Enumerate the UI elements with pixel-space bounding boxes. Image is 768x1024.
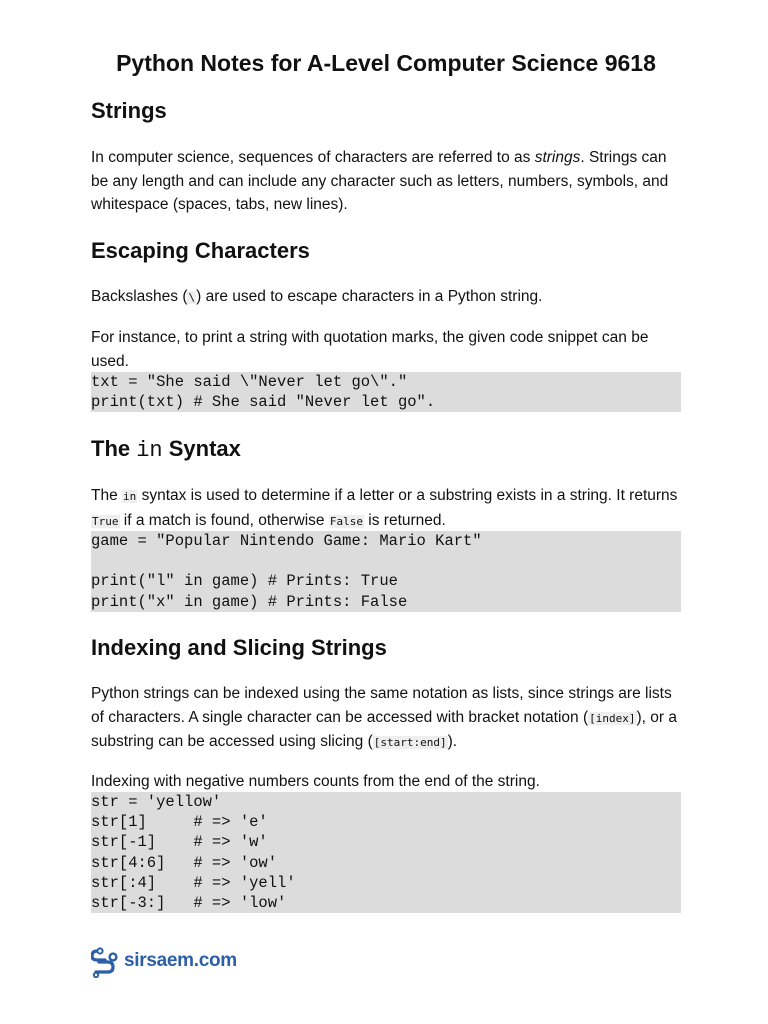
in-syntax-paragraph [91,484,681,533]
page-title: Python Notes for A-Level Computer Science 9618 [116,50,656,76]
escaping-text-a: Backslashes ( [91,288,188,305]
indexing-text-a: Python strings can be indexed using the same notation as lists, since strings are lists of characters. A single character can be accessed with bracket notation ( [91,685,672,726]
indexing-text-c: ). [447,733,458,750]
strings-text-b: . Strings can be any length and can include any character such as letters, numbers, symbols, and whitespace (spaces, tabs, new lines). [91,149,669,213]
in-heading-text-b: Syntax [162,436,241,461]
heading-in-syntax [91,434,241,466]
heading-strings: Strings [91,98,167,123]
backslash-code: \ [188,291,196,304]
index-code: [index] [589,711,636,725]
in-code: in [123,490,137,503]
indexing-paragraph-2: Indexing with negative numbers counts from the end of the string. [91,773,540,790]
strings-emphasis: strings [534,149,581,166]
sirsaem-logo-icon [91,944,121,978]
indexing-code-block: str = 'yellow' str[1] # => 'e' str[-1] # => 'w' str[4:6] # => 'ow' str[:4] # => 'yell' str[-3:] # => 'low' [91,792,681,913]
strings-paragraph [91,146,681,217]
in-text-d: is returned. [363,511,446,529]
in-syntax-code-block: game = "Popular Nintendo Game: Mario Kart" print("l" in game) # Prints: True print("x" in game) # Prints: False [91,531,681,612]
heading-indexing: Indexing and Slicing Strings [91,635,387,660]
true-code: True [92,514,119,528]
in-heading-text-a: The [91,436,137,461]
in-heading-code: in [136,438,163,463]
indexing-text-b: ), or a substring can be accessed using slicing ( [91,708,677,750]
heading-escaping: Escaping Characters [91,238,310,263]
escaping-text-b: ) are used to escape characters in a Python string. [196,288,543,305]
footer-logo[interactable] [91,942,237,980]
false-code: False [329,514,363,528]
in-text-a: The [91,487,123,504]
in-text-c: if a match is found, otherwise [119,511,329,529]
slice-code: [start:end] [373,736,447,749]
indexing-paragraph-1 [91,682,681,755]
escaping-paragraph-1 [91,285,681,310]
strings-text-a: In computer science, sequences of characters are referred to as [91,149,535,166]
in-text-b: syntax is used to determine if a letter or a substring exists in a string. It returns [137,487,678,504]
escaping-paragraph-2: For instance, to print a string with quotation marks, the given code snippet can be used. [91,329,649,370]
escaping-code-block: txt = "She said \"Never let go\"." print(txt) # She said "Never let go". [91,372,681,412]
logo-text: sirsaem.com [124,950,237,971]
